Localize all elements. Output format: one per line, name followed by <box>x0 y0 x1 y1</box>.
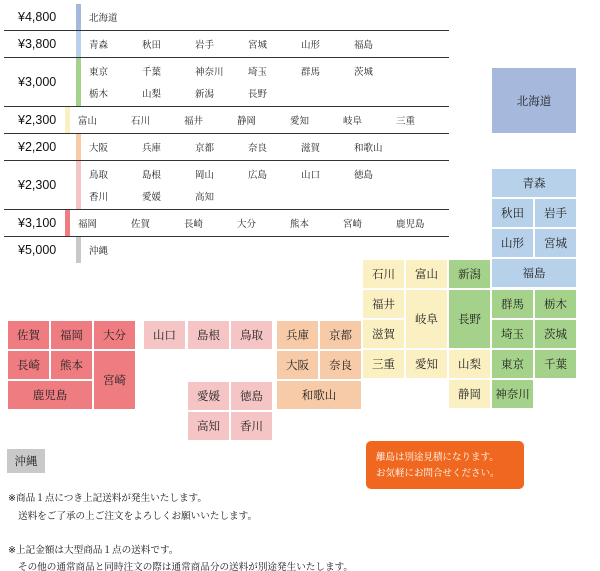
map-label: 群馬 <box>501 297 524 311</box>
map-label: 和歌山 <box>301 388 337 402</box>
map-label: 山梨 <box>458 357 481 371</box>
map-ehime <box>187 381 230 411</box>
map-fukuoka <box>50 320 93 350</box>
map-mie <box>362 349 405 379</box>
map-label: 大阪 <box>286 358 309 372</box>
map-label: 奈良 <box>329 358 352 372</box>
map-akita <box>491 198 534 228</box>
prefecture-name: 鹿児島 <box>396 219 425 230</box>
prefecture-name: 岐阜 <box>343 116 363 127</box>
map-hokkaido <box>491 67 577 134</box>
prefecture-row <box>89 6 449 28</box>
map-kagawa <box>230 411 273 441</box>
map-iwate <box>534 198 577 228</box>
prefecture-name: 鳥取 <box>89 170 109 181</box>
map-kumamoto <box>50 350 93 380</box>
prefecture-row <box>89 33 449 55</box>
tier-prefectures <box>89 161 449 209</box>
map-tottori <box>230 320 273 350</box>
map-label: 山口 <box>153 328 176 342</box>
map-label: 鳥取 <box>240 328 263 342</box>
prefecture-row <box>78 109 449 131</box>
prefecture-name: 山梨 <box>142 89 162 100</box>
prefecture-name: 千葉 <box>142 67 162 78</box>
prefecture-row <box>89 60 449 82</box>
map-label: 沖縄 <box>14 454 38 468</box>
map-kochi <box>187 411 230 441</box>
prefecture-name: 香川 <box>89 192 109 203</box>
tier-price: ¥2,300 <box>18 178 57 192</box>
map-niigata <box>448 259 491 289</box>
map-label: 高知 <box>197 419 220 433</box>
map-label: 大分 <box>103 328 126 342</box>
map-yamanashi <box>448 349 491 379</box>
map-nagano <box>448 289 491 349</box>
prefecture-name: 新潟 <box>195 89 215 100</box>
map-tokyo <box>491 349 534 379</box>
prefecture-name: 岡山 <box>195 170 215 181</box>
price-tier <box>4 134 449 161</box>
footnote-1: ※商品１点につき上記送料が発生いたします。 <box>8 493 207 504</box>
prefecture-name: 熊本 <box>290 219 310 230</box>
prefecture-name: 大分 <box>237 219 257 230</box>
map-label: 新潟 <box>458 267 481 281</box>
map-label: 東京 <box>501 357 524 371</box>
prefecture-name: 山口 <box>301 170 321 181</box>
tier-prefectures <box>78 210 449 236</box>
map-aichi <box>405 349 448 379</box>
tier-prefectures <box>89 58 449 106</box>
map-yamaguchi <box>143 320 186 350</box>
map-tochigi <box>534 289 577 319</box>
prefecture-name: 徳島 <box>354 170 374 181</box>
map-label: 富山 <box>415 267 438 281</box>
map-label: 愛媛 <box>197 389 220 403</box>
tier-color-bar <box>76 58 81 106</box>
map-label: 福島 <box>522 266 546 280</box>
prefecture-name: 宮城 <box>248 40 268 51</box>
tier-color-bar <box>65 107 70 133</box>
tier-price: ¥3,800 <box>18 37 57 51</box>
map-label: 長崎 <box>17 358 40 372</box>
prefecture-row <box>89 136 449 158</box>
tier-price: ¥4,800 <box>18 10 57 24</box>
map-label: 静岡 <box>458 387 481 401</box>
prefecture-row <box>89 163 449 185</box>
prefecture-name: 福岡 <box>78 219 98 230</box>
map-label: 北海道 <box>516 93 552 108</box>
prefecture-row <box>89 185 449 207</box>
tier-price: ¥2,300 <box>18 113 57 127</box>
prefecture-name: 宮崎 <box>343 219 363 230</box>
map-label: 兵庫 <box>286 328 309 342</box>
prefecture-name: 長野 <box>248 89 268 100</box>
prefecture-name: 茨城 <box>354 67 374 78</box>
notice-line-2: お気軽にお問合せください。 <box>376 468 500 479</box>
map-nara <box>319 350 362 380</box>
prefecture-name: 富山 <box>78 116 98 127</box>
map-label: 千葉 <box>544 357 567 371</box>
map-shizuoka <box>448 379 491 409</box>
prefecture-row <box>89 82 449 104</box>
map-label: 島根 <box>197 328 220 342</box>
map-chiba <box>534 349 577 379</box>
prefecture-name: 兵庫 <box>142 143 162 154</box>
prefecture-row <box>89 239 449 261</box>
prefecture-name: 和歌山 <box>354 143 383 154</box>
prefecture-name: 沖縄 <box>89 246 109 257</box>
map-okinawa <box>6 448 46 474</box>
map-label: 愛知 <box>415 357 438 371</box>
prefecture-row <box>78 212 449 234</box>
map-label: 栃木 <box>544 297 567 311</box>
map-ishikawa <box>362 259 405 289</box>
map-saga <box>7 320 50 350</box>
prefecture-name: 広島 <box>248 170 268 181</box>
map-shiga <box>362 319 405 349</box>
prefecture-name: 長崎 <box>184 219 204 230</box>
prefecture-name: 奈良 <box>248 143 268 154</box>
prefecture-name: 島根 <box>142 170 162 181</box>
map-fukui <box>362 289 405 319</box>
map-label: 茨城 <box>544 327 567 341</box>
map-yamagata <box>491 228 534 258</box>
price-tier <box>4 4 449 31</box>
tier-price: ¥5,000 <box>18 243 57 257</box>
prefecture-name: 福井 <box>184 116 204 127</box>
prefecture-name: 埼玉 <box>248 67 268 78</box>
price-tier <box>4 31 449 58</box>
map-label: 佐賀 <box>17 328 40 342</box>
map-shimane <box>187 320 230 350</box>
map-label: 宮崎 <box>103 373 126 387</box>
prefecture-name: 福島 <box>354 40 374 51</box>
map-toyama <box>405 259 448 289</box>
map-fukushima <box>491 258 577 288</box>
map-oita <box>93 320 136 350</box>
prefecture-name: 秋田 <box>142 40 162 51</box>
prefecture-name: 滋賀 <box>301 143 321 154</box>
tier-color-bar <box>76 161 81 209</box>
map-saitama <box>491 319 534 349</box>
map-label: 福井 <box>372 297 395 311</box>
prefecture-name: 青森 <box>89 40 109 51</box>
map-label: 岩手 <box>544 206 567 220</box>
tier-prefectures <box>78 107 449 133</box>
prefecture-name: 北海道 <box>89 13 118 24</box>
prefecture-name: 佐賀 <box>131 219 151 230</box>
map-label: 香川 <box>240 419 263 433</box>
tier-prefectures <box>89 4 449 30</box>
map-kagoshima <box>7 380 93 410</box>
map-miyagi <box>534 228 577 258</box>
prefecture-name: 三重 <box>396 116 416 127</box>
map-ibaraki <box>534 319 577 349</box>
map-label: 熊本 <box>60 358 83 372</box>
footnote-3: ※上記金額は大型商品１点の送料です。 <box>8 545 179 556</box>
map-aomori <box>491 168 577 198</box>
prefecture-name: 静岡 <box>237 116 257 127</box>
prefecture-name: 神奈川 <box>195 67 224 78</box>
tier-price: ¥2,200 <box>18 140 57 154</box>
map-miyazaki <box>93 350 136 410</box>
prefecture-name: 岩手 <box>195 40 215 51</box>
map-nagasaki <box>7 350 50 380</box>
footnote-2: 送料をご了承の上ご注文をよろしくお願いいたします。 <box>18 511 258 522</box>
map-osaka <box>276 350 319 380</box>
tier-prefectures <box>89 31 449 57</box>
map-label: 青森 <box>522 176 546 190</box>
tier-price: ¥3,000 <box>18 75 57 89</box>
map-label: 宮城 <box>544 236 567 250</box>
tier-color-bar <box>76 237 81 263</box>
tier-color-bar <box>76 134 81 160</box>
prefecture-name: 石川 <box>131 116 151 127</box>
price-tier <box>4 58 449 107</box>
price-tier <box>4 107 449 134</box>
remote-island-notice <box>366 441 524 489</box>
tier-color-bar <box>65 210 70 236</box>
map-label: 徳島 <box>240 389 263 403</box>
shipping-price-table <box>4 4 449 263</box>
map-gifu <box>405 289 448 349</box>
price-tier <box>4 161 449 210</box>
map-label: 長野 <box>458 312 481 326</box>
map-label: 秋田 <box>501 206 524 220</box>
map-gunma <box>491 289 534 319</box>
map-label: 神奈川 <box>495 387 530 401</box>
map-label: 鹿児島 <box>32 388 68 402</box>
notice-line-1: 離島は別途見積になります。 <box>376 452 499 463</box>
map-kanagawa <box>491 379 534 409</box>
map-kyoto <box>319 320 362 350</box>
tier-price: ¥3,100 <box>18 216 57 230</box>
prefecture-name: 栃木 <box>89 89 109 100</box>
map-label: 埼玉 <box>501 327 524 341</box>
map-tokushima <box>230 381 273 411</box>
footnote-4: その他の通常商品と同時注文の際は通常商品分の送料が別途発生いたします。 <box>18 562 354 571</box>
map-label: 滋賀 <box>372 327 395 341</box>
prefecture-name: 愛媛 <box>142 192 162 203</box>
map-label: 岐阜 <box>415 312 438 326</box>
tier-color-bar <box>76 4 81 30</box>
prefecture-name: 京都 <box>195 143 215 154</box>
map-label: 三重 <box>372 357 395 371</box>
map-label: 福岡 <box>60 328 83 342</box>
prefecture-name: 大阪 <box>89 143 109 154</box>
map-label: 京都 <box>329 328 352 342</box>
map-label: 山形 <box>501 236 524 250</box>
map-wakayama <box>276 380 362 410</box>
map-hyogo <box>276 320 319 350</box>
prefecture-name: 群馬 <box>301 67 321 78</box>
price-tier <box>4 210 449 237</box>
prefecture-name: 高知 <box>195 192 215 203</box>
map-label: 石川 <box>372 267 395 281</box>
tier-color-bar <box>76 31 81 57</box>
prefecture-name: 東京 <box>89 67 109 78</box>
prefecture-name: 愛知 <box>290 116 310 127</box>
prefecture-name: 山形 <box>301 40 321 51</box>
tier-prefectures <box>89 134 449 160</box>
